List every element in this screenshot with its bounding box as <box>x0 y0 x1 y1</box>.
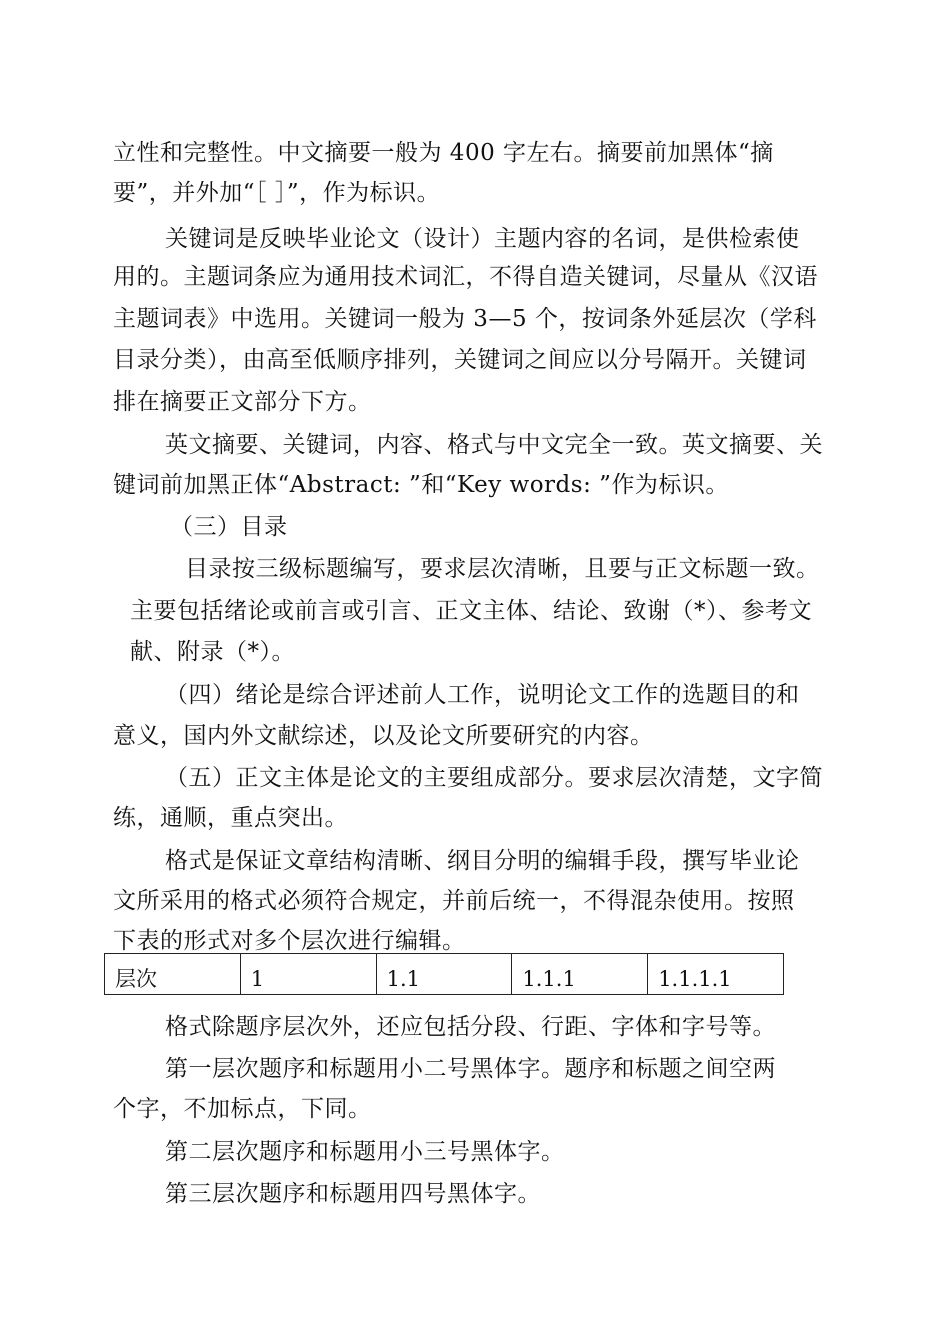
text-line: 第一层次题序和标题用小二号黑体字。题序和标题之间空两 <box>165 1056 776 1082</box>
table-cell: 1.1 <box>376 954 512 995</box>
text-line: 下表的形式对多个层次进行编辑。 <box>113 928 466 954</box>
text-line: 献、附录（*）。 <box>130 639 295 665</box>
text-line: 第三层次题序和标题用四号黑体字。 <box>165 1181 541 1207</box>
table-cell: 1.1.1.1 <box>648 954 784 995</box>
text-line: 第二层次题序和标题用小三号黑体字。 <box>165 1139 565 1165</box>
text-line: 键词前加黑正体“Abstract: ”和“Key words: ”作为标识。 <box>113 472 729 498</box>
table-row <box>105 954 784 995</box>
text-line: 练，通顺，重点突出。 <box>113 805 348 831</box>
text-line: 主题词表》中选用。关键词一般为 3—5 个，按词条外延层次（学科 <box>113 306 817 332</box>
text-line: 英文摘要、关键词，内容、格式与中文完全一致。英文摘要、关 <box>165 432 823 458</box>
text-line: 格式除题序层次外，还应包括分段、行距、字体和字号等。 <box>165 1014 776 1040</box>
table-cell: 1.1.1 <box>512 954 648 995</box>
text-line: 主要包括绪论或前言或引言、正文主体、结论、致谢（*）、参考文 <box>130 598 812 624</box>
text-line: 用的。主题词条应为通用技术词汇，不得自造关键词，尽量从《汉语 <box>113 264 818 290</box>
text-line: 关键词是反映毕业论文（设计）主题内容的名词，是供检索使 <box>165 226 800 252</box>
text-line: 文所采用的格式必须符合规定，并前后统一，不得混杂使用。按照 <box>113 888 795 914</box>
text-line: 格式是保证文章结构清晰、纲目分明的编辑手段，撰写毕业论 <box>165 848 800 874</box>
table-cell: 1 <box>240 954 376 995</box>
text-line: 排在摘要正文部分下方。 <box>113 389 372 415</box>
text-line: 立性和完整性。中文摘要一般为 400 字左右。摘要前加黑体“摘 <box>113 140 774 166</box>
table-cell: 层次 <box>105 954 241 995</box>
text-line: 目录按三级标题编写，要求层次清晰，且要与正文标题一致。 <box>185 556 820 582</box>
text-line: 目录分类），由高至低顺序排列，关键词之间应以分号隔开。关键词 <box>113 347 807 373</box>
level-table <box>104 953 784 995</box>
text-line: 要”，并外加“［ ］”，作为标识。 <box>113 180 441 206</box>
text-line: 个字，不加标点，下同。 <box>113 1096 372 1122</box>
text-line: （五）正文主体是论文的主要组成部分。要求层次清楚，文字简 <box>165 765 823 791</box>
section-heading: （三）目录 <box>170 514 288 540</box>
text-line: （四）绪论是综合评述前人工作，说明论文工作的选题目的和 <box>165 682 800 708</box>
text-line: 意义，国内外文献综述，以及论文所要研究的内容。 <box>113 723 654 749</box>
